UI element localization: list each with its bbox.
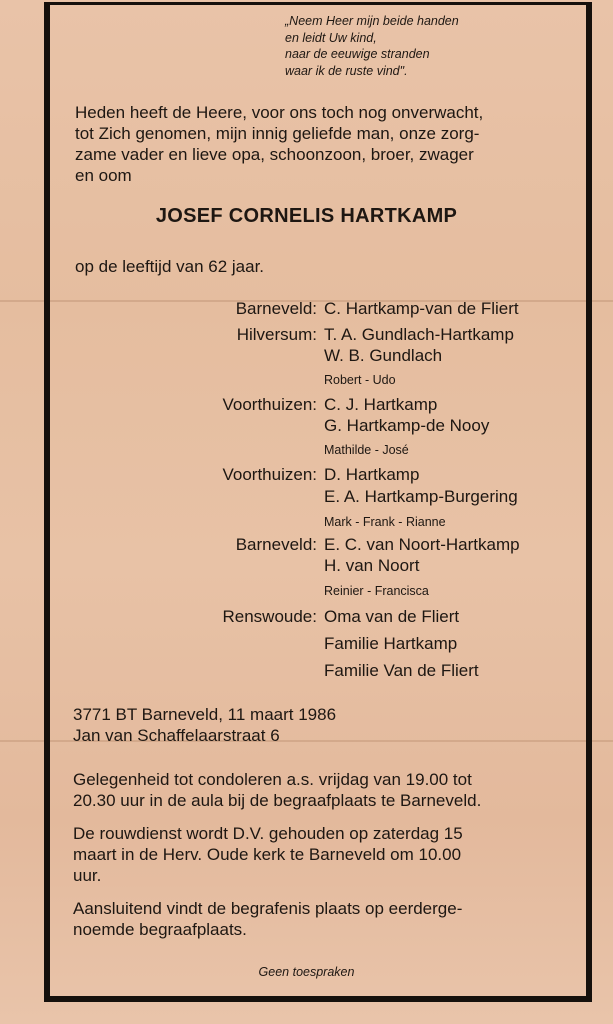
family-name: H. van Noort: [324, 556, 420, 575]
address-line: Jan van Schaffelaarstraat 6: [73, 726, 280, 745]
poem-line: waar ik de ruste vind".: [285, 63, 408, 78]
burial-block: [73, 898, 462, 940]
service-line: De rouwdienst wordt D.V. gehouden op zaterdag 15: [73, 824, 463, 843]
family-name: C. J. Hartkamp: [324, 395, 438, 414]
poem: [285, 13, 459, 79]
condolence-line: Gelegenheid tot condoleren a.s. vrijdag van 19.00 tot: [73, 770, 472, 789]
family-name: G. Hartkamp-de Nooy: [324, 416, 490, 435]
family-place: Voorthuizen:: [222, 395, 317, 414]
family-entry: [0, 534, 613, 604]
condolence-line: 20.30 uur in de aula bij de begraafplaats te Barneveld.: [73, 791, 482, 810]
deceased-name: JOSEF CORNELIS HARTKAMP: [155, 205, 458, 227]
burial-line: Aansluitend vindt de begrafenis plaats op eerderge-: [73, 899, 463, 918]
family-place: Hilversum:: [236, 325, 317, 344]
burial-line: noemde begraafplaats.: [73, 920, 247, 939]
family-name: T. A. Gundlach-Hartkamp: [324, 325, 514, 344]
family-place: Barneveld:: [235, 299, 317, 318]
intro-line: zame vader en lieve opa, schoonzoon, broer, zwager: [75, 145, 474, 164]
family-name: Oma van de Fliert: [324, 607, 460, 626]
family-children: Mark - Frank - Rianne: [324, 515, 446, 529]
family-name: E. A. Hartkamp-Burgering: [324, 487, 518, 506]
intro-line: Heden heeft de Heere, voor ons toch nog onverwacht,: [75, 103, 484, 122]
age-line: op de leeftijd van 62 jaar.: [75, 257, 265, 276]
family-children: Reinier - Francisca: [324, 584, 429, 598]
condolence-block: [73, 769, 481, 811]
family-name: C. Hartkamp-van de Fliert: [324, 299, 519, 318]
family-children: Robert - Udo: [324, 373, 396, 387]
family-place: Renswoude:: [222, 607, 317, 626]
intro-line: en oom: [75, 166, 132, 185]
family-children: Mathilde - José: [324, 443, 409, 457]
address-line: 3771 BT Barneveld, 11 maart 1986: [73, 705, 337, 724]
family-entry: [0, 324, 613, 394]
family-name: Familie Hartkamp: [324, 634, 458, 653]
announcement-text: [75, 102, 483, 186]
family-name: D. Hartkamp: [324, 465, 420, 484]
family-place: Barneveld:: [235, 535, 317, 554]
service-line: maart in de Herv. Oude kerk te Barneveld om 10.00: [73, 845, 462, 864]
family-place: Voorthuizen:: [222, 465, 317, 484]
family-name: E. C. van Noort-Hartkamp: [324, 535, 520, 554]
poem-line: en leidt Uw kind,: [285, 30, 377, 45]
poem-line: „Neem Heer mijn beide handen: [285, 14, 459, 28]
service-line: uur.: [73, 866, 102, 885]
service-block: [73, 823, 463, 886]
family-name: W. B. Gundlach: [324, 346, 443, 365]
family-entry: [0, 394, 613, 464]
family-entry: [0, 464, 613, 534]
family-name: Familie Van de Fliert: [324, 661, 479, 680]
intro-line: tot Zich genomen, mijn innig geliefde man, onze zorg-: [75, 124, 480, 143]
address-block: [73, 704, 336, 746]
poem-line: naar de eeuwige stranden: [285, 47, 430, 61]
footer-note: Geen toespraken: [258, 965, 355, 979]
